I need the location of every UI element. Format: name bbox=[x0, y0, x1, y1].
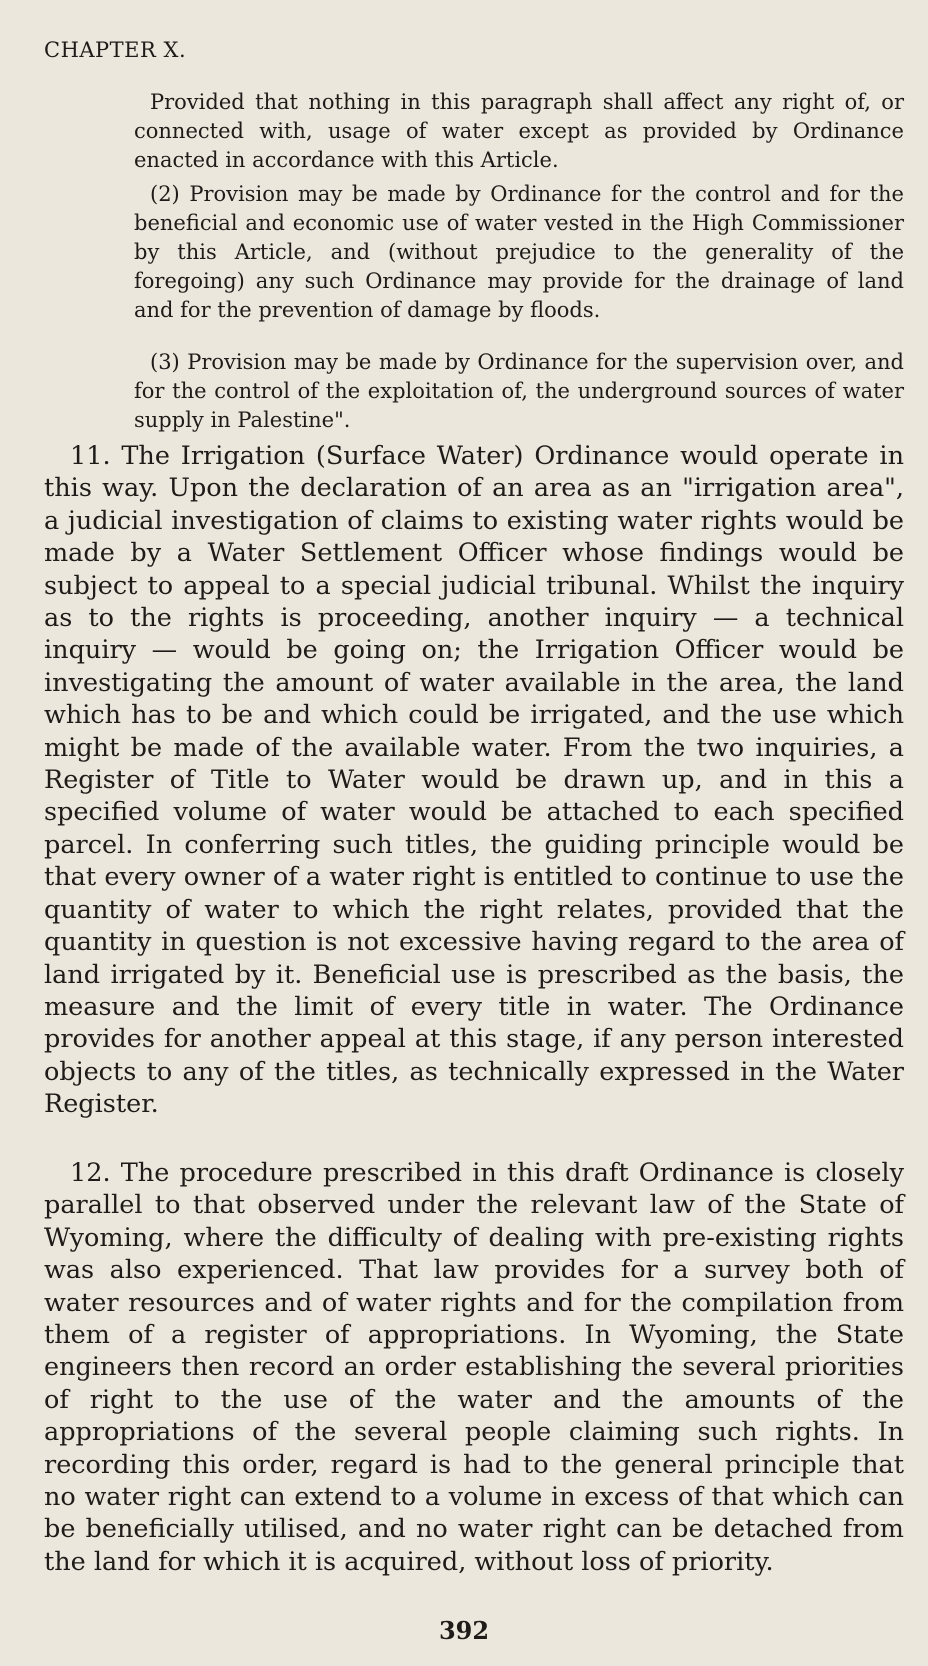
paragraph-12 bbox=[44, 1157, 904, 1578]
quoted-clause-2 bbox=[134, 180, 904, 325]
proviso-text: Provided that nothing in this paragraph shall affect any right of, or connected with, usage of water except as provided by Ordinance enacted in accordance with this Article. bbox=[134, 90, 904, 172]
chapter-heading: CHAPTER X. bbox=[44, 38, 187, 62]
paragraph-11-text: 11. The Irrigation (Surface Water) Ordinance would operate in this way. Upon the declaration of an area as an "irrigation area", a judicial investigation of claims to existing water rights would be made by a Water Settlement Officer whose findings would be subject to appeal to a special judicial tribunal. Whilst the inquiry as to the rights is proceeding, another inquiry — a technical inquiry — would be going on; the Irrigation Officer would be investigating the amount of water available in the area, the land which has to be and which could be irrigated, and the use which might be made of the available water. From the two inquiries, a Register of Title to Water would be drawn up, and in this a specified volume of water would be attached to each specified parcel. In conferring such titles, the guiding principle would be that every owner of a water right is entitled to continue to use the quantity of water to which the right relates, provided that the quantity in question is not excessive having regard to the area of land irrigated by it. Beneficial use is prescribed as the basis, the measure and the limit of every title in water. The Ordinance provides for another appeal at this stage, if any person interested objects to any of the titles, as technically expressed in the Water Register. bbox=[44, 441, 904, 1120]
paragraph-12-text: 12. The procedure prescribed in this draft Ordinance is closely parallel to that observed under the relevant law of the State of Wyoming, where the difficulty of dealing with pre-existing rights was also experienced. That law provides for a survey both of water resources and of water rights and for the compilation from them of a register of appropriations. In Wyoming, the State engineers then record an order establishing the several priorities of right to the use of the water and the amounts of the appropriations of the several people claiming such rights. In recording this order, regard is had to the general principle that no water right can extend to a volume in excess of that which can be beneficially utilised, and no water right can be detached from the land for which it is acquired, without loss of priority. bbox=[44, 1158, 904, 1577]
page-number: 392 bbox=[438, 1616, 490, 1645]
clause-3-text: (3) Provision may be made by Ordinance for the supervision over, and for the control of the exploitation of, the underground sources of water supply in Palestine". bbox=[134, 350, 904, 432]
clause-2-text: (2) Provision may be made by Ordinance for the control and for the beneficial and economic use of water vested in the High Commissioner by this Article, and (without prejudice to the generality of the foregoing) any such Ordinance may provide for the drainage of land and for the prevention of damage by floods. bbox=[134, 182, 904, 322]
paragraph-11 bbox=[44, 440, 904, 1121]
quoted-proviso bbox=[134, 88, 904, 175]
quoted-clause-3 bbox=[134, 348, 904, 435]
